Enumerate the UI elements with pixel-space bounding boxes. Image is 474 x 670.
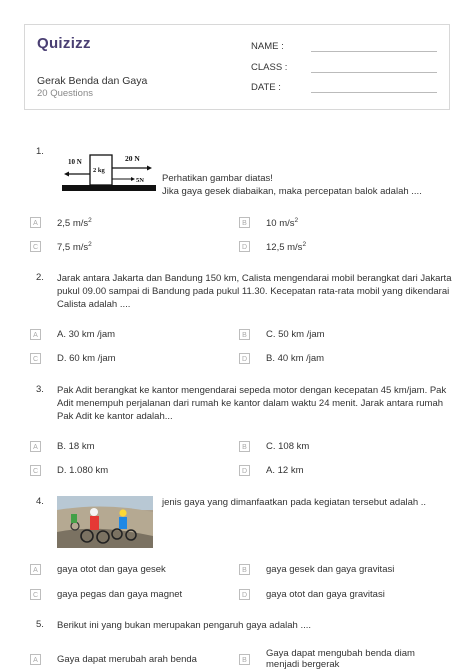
- option-text: D. 60 km /jam: [57, 353, 116, 364]
- name-field[interactable]: [251, 41, 284, 52]
- option-text: B. 18 km: [57, 441, 95, 452]
- option-text: A. 12 km: [266, 465, 304, 476]
- ground-surface: [62, 185, 156, 191]
- class-field[interactable]: [251, 62, 287, 73]
- question-number: 2.: [36, 272, 44, 283]
- option-letter-box: B: [239, 329, 250, 340]
- option-letter-box: B: [239, 654, 250, 665]
- question-count: 20 Questions: [37, 88, 93, 99]
- option-text: C. 108 km: [266, 441, 310, 452]
- option-letter-box: C: [30, 589, 41, 600]
- option-text: C. 50 km /jam: [266, 329, 325, 340]
- option-letter-box: C: [30, 353, 41, 364]
- question-number: 5.: [36, 619, 44, 630]
- option-letter-box: C: [30, 241, 41, 252]
- mass-label: 2 kg: [93, 167, 105, 174]
- question-number: 3.: [36, 384, 44, 395]
- option-letter-box: D: [239, 353, 250, 364]
- option-text: gaya gesek dan gaya gravitasi: [266, 564, 395, 575]
- option-letter-box: A: [30, 329, 41, 340]
- right-force-label: 20 N: [125, 154, 140, 163]
- question-line: Jika gaya gesek diabaikan, maka percepatan balok adalah ....: [162, 186, 422, 197]
- question-line: Perhatikan gambar diatas!: [162, 173, 273, 184]
- question-number: 4.: [36, 496, 44, 507]
- option-letter-box: B: [239, 564, 250, 575]
- name-label: NAME :: [251, 41, 284, 52]
- question-number: 1.: [36, 146, 44, 157]
- friction-label: 5N: [136, 177, 144, 184]
- option-text: 10 $m/s^2$: [266, 217, 299, 230]
- option-text: gaya otot dan gaya gesek: [57, 564, 166, 575]
- photo-illustration: [57, 496, 153, 548]
- class-label: CLASS :: [251, 62, 288, 73]
- left-force-label: 10 N: [68, 158, 82, 166]
- date-field[interactable]: [251, 82, 281, 93]
- option-text: gaya pegas dan gaya magnet: [57, 589, 183, 600]
- option-letter-box: A: [30, 441, 41, 452]
- option-letter-box: A: [30, 217, 41, 228]
- option-text: 12,5 $m/s^2$: [266, 241, 307, 254]
- option-text: A. 30 km /jam: [57, 329, 116, 340]
- option-letter-box: B: [239, 441, 250, 452]
- option-letter-box: A: [30, 564, 41, 575]
- date-label: DATE :: [251, 82, 281, 93]
- worksheet-title: Gerak Benda dan Gaya: [37, 75, 148, 87]
- class-line: [311, 72, 437, 73]
- question-text: [162, 172, 452, 198]
- option-text: Gaya dapat merubah arah benda: [57, 654, 197, 665]
- worksheet-header: [24, 24, 450, 110]
- option-text: 7,5 $m/s^2$: [57, 241, 92, 254]
- option-letter-box: D: [239, 465, 250, 476]
- option-text: B. 40 km /jam: [266, 353, 325, 364]
- option-letter-box: D: [239, 589, 250, 600]
- quizizz-logo: Quizizz: [37, 35, 91, 52]
- friction-arrowhead: [131, 177, 135, 181]
- cycling-kids-photo: [57, 496, 153, 548]
- option-letter-box: C: [30, 465, 41, 476]
- option-text-line: Gaya dapat mengubah benda diam: [266, 648, 415, 659]
- force-diagram: [60, 152, 158, 196]
- question-text: jenis gaya yang dimanfaatkan pada kegiatan tersebut adalah ..: [162, 497, 427, 508]
- option-text-line: menjadi bergerak: [266, 659, 340, 670]
- option-text: gaya otot dan gaya gravitasi: [266, 589, 385, 600]
- option-letter-box: D: [239, 241, 250, 252]
- question-text: Pak Adit berangkat ke kantor mengendarai sepeda motor dengan kecepatan 45 km/jam. Pak Adit menempuh perjalanan dari rumah ke kantor dalam waktu 24 menit. Jarak antara rumah Pak Adit ke kantor adalah...: [57, 385, 447, 422]
- name-line: [311, 51, 437, 52]
- option-text: [266, 648, 415, 670]
- option-text: 2,5 $m/s^2$: [57, 217, 92, 230]
- date-line: [311, 92, 437, 93]
- option-letter-box: A: [30, 654, 41, 665]
- right-arrowhead: [147, 166, 152, 171]
- question-text: Berikut ini yang bukan merupakan pengaruh gaya adalah ....: [57, 620, 312, 631]
- question-text: Jarak antara Jakarta dan Bandung 150 km, Calista mengendarai mobil berangkat dari Jakarta pukul 09.00 sampai di Bandung pada pukul 11.30. Kecepatan rata-rata mobil yang dikendarai Calista adalah ....: [57, 273, 452, 310]
- option-text: D. 1.080 km: [57, 465, 109, 476]
- option-letter-box: B: [239, 217, 250, 228]
- left-arrowhead: [64, 172, 69, 177]
